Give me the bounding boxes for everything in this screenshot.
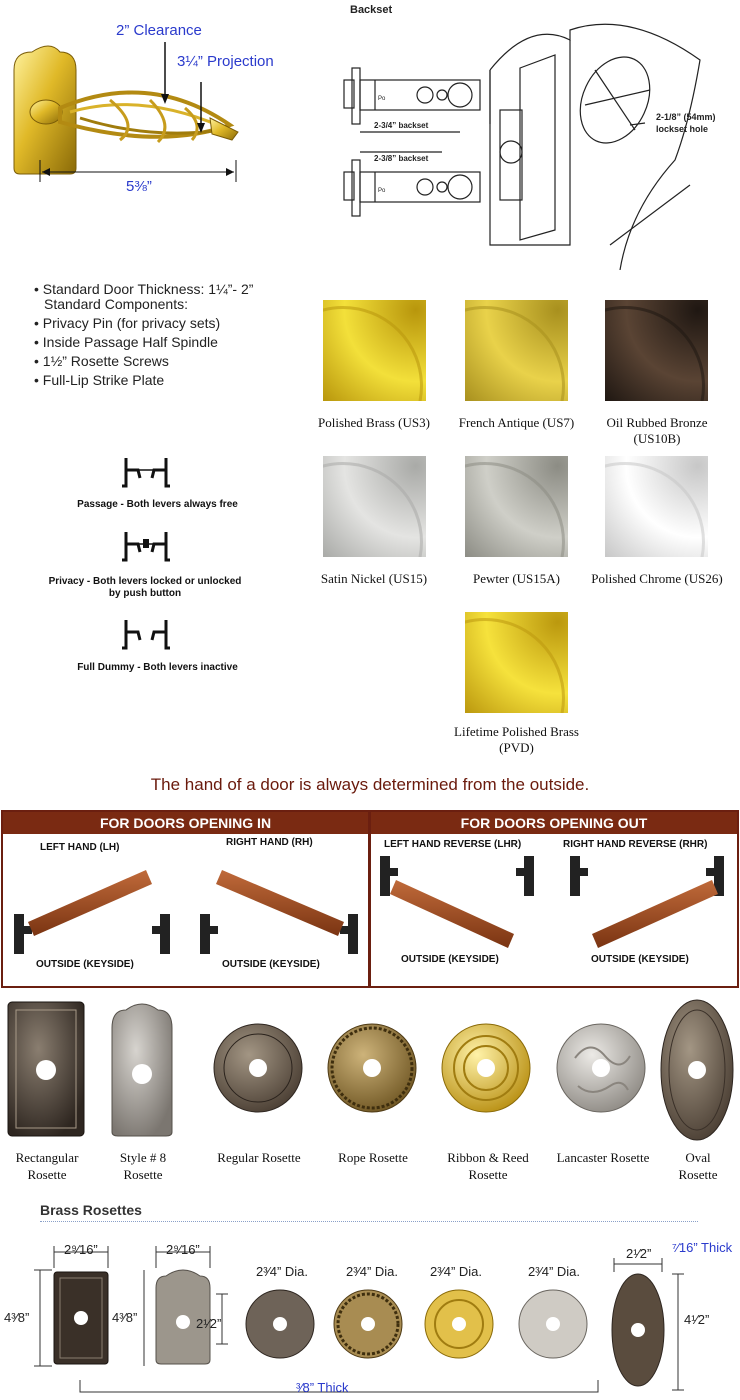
rhr-label: RIGHT HAND REVERSE (RHR): [563, 839, 708, 850]
finish-label: Pewter (US15A): [472, 571, 560, 586]
finish-swatch: [605, 456, 708, 557]
rosette-label: Ribbon & Reed Rosette: [447, 1150, 529, 1182]
backset-title: Backset: [350, 4, 393, 16]
outside-label-rh: OUTSIDE (KEYSIDE): [222, 959, 320, 970]
spec-line: • Privacy Pin (for privacy sets): [34, 315, 221, 331]
brass-title-rule: [40, 1221, 698, 1222]
finish-swatch: [323, 300, 426, 401]
lever-section: [0, 0, 300, 200]
finish-ring: [323, 462, 423, 557]
outside-label-lh: OUTSIDE (KEYSIDE): [36, 959, 134, 970]
finish-ring: [465, 462, 565, 557]
clearance-label: 2” Clearance: [116, 22, 202, 39]
finish-label: Polished Brass (US3): [318, 415, 430, 430]
spec-line: • Standard Door Thickness: 1¼”- 2”: [34, 281, 254, 297]
handing-headline: The hand of a door is always determined from the outside.: [150, 775, 590, 794]
rosette-label: Rope Rosette: [338, 1150, 408, 1165]
hole-label-1: 2-1/8” (54mm): [656, 112, 716, 122]
specs-list: [34, 280, 304, 390]
dia-label: 2³⁄4” Dia.: [256, 1264, 309, 1279]
finish-swatch: [323, 456, 426, 557]
privacy-label: Privacy - Both levers locked or unlocked by push button: [48, 576, 242, 599]
rosette-label: Style # 8 Rosette: [119, 1150, 167, 1182]
length-label: 5⅜”: [126, 178, 152, 195]
finish-label: Polished Chrome (US26): [591, 571, 723, 586]
finish-swatch: [465, 612, 568, 713]
oval-thick-label: ⁷⁄16” Thick: [672, 1240, 733, 1255]
privacy-icon: [118, 528, 174, 564]
brass-rosettes-title: Brass Rosettes: [40, 1202, 142, 1218]
spec-line: Standard Components:: [44, 296, 188, 312]
spec-line: • Full-Lip Strike Plate: [34, 372, 165, 388]
rect-height-label: 4³⁄8”: [4, 1310, 30, 1325]
rh-label: RIGHT HAND (RH): [226, 837, 313, 848]
finish-swatch: [465, 456, 568, 557]
thick-label: ³⁄8” Thick: [296, 1380, 349, 1395]
backset-a-label: 2-3/4” backset: [374, 121, 429, 130]
dia-label: 2³⁄4” Dia.: [430, 1264, 483, 1279]
rect-width-label: 2⁹⁄16”: [64, 1242, 98, 1257]
finish-ring: [323, 306, 423, 401]
style8-height2-label: 2¹⁄2”: [196, 1316, 222, 1331]
svg-text:Po: Po: [378, 188, 386, 194]
rosette-label: Lancaster Rosette: [556, 1150, 650, 1165]
finish-label: French Antique (US7): [458, 415, 575, 430]
backset-drawing: [330, 0, 740, 270]
style8-width-label: 2⁹⁄16”: [166, 1242, 200, 1257]
finish-swatch: [465, 300, 568, 401]
finish-swatch: [605, 300, 708, 401]
style8-height-label: 4³⁄8”: [112, 1310, 138, 1325]
finish-ring: [605, 462, 705, 557]
functions-section: [40, 450, 270, 690]
finish-label: Lifetime Polished Brass (PVD): [454, 724, 579, 755]
doors-in-title: FOR DOORS OPENING IN: [3, 812, 368, 834]
backset-diagram: [330, 0, 740, 270]
rosette-label: Oval Rosette: [678, 1150, 718, 1182]
outside-label-rhr: OUTSIDE (KEYSIDE): [591, 954, 689, 965]
lh-label: LEFT HAND (LH): [40, 842, 120, 853]
rosette-label: Regular Rosette: [217, 1150, 301, 1165]
lhr-label: LEFT HAND REVERSE (LHR): [384, 839, 522, 850]
passage-label: Passage - Both levers always free: [77, 499, 238, 510]
hole-label-2: lockset hole: [656, 124, 709, 134]
passage-icon: [118, 454, 174, 490]
dummy-label: Full Dummy - Both levers inactive: [77, 662, 238, 673]
finish-ring: [465, 306, 565, 401]
spec-line: • 1½” Rosette Screws: [34, 353, 169, 369]
finish-ring: [605, 306, 705, 401]
svg-text:Po: Po: [378, 96, 386, 102]
oval-width-label: 2¹⁄2”: [626, 1246, 652, 1261]
outside-label-lhr: OUTSIDE (KEYSIDE): [401, 954, 499, 965]
finish-label: Oil Rubbed Bronze (US10B): [606, 415, 708, 446]
backset-b-label: 2-3/8” backset: [374, 154, 429, 163]
finish-label: Satin Nickel (US15): [320, 571, 428, 586]
rosette-label: Rectangular Rosette: [15, 1150, 79, 1182]
projection-label: 3¼” Projection: [177, 53, 274, 70]
dia-label: 2³⁄4” Dia.: [346, 1264, 399, 1279]
dummy-icon: [118, 616, 174, 652]
spec-line: • Inside Passage Half Spindle: [34, 334, 218, 350]
dia-label: 2³⁄4” Dia.: [528, 1264, 581, 1279]
rosette-row: [0, 998, 740, 1148]
oval-height-label: 4¹⁄2”: [684, 1312, 710, 1327]
doors-out-title: FOR DOORS OPENING OUT: [371, 812, 737, 834]
finish-ring: [465, 618, 565, 713]
